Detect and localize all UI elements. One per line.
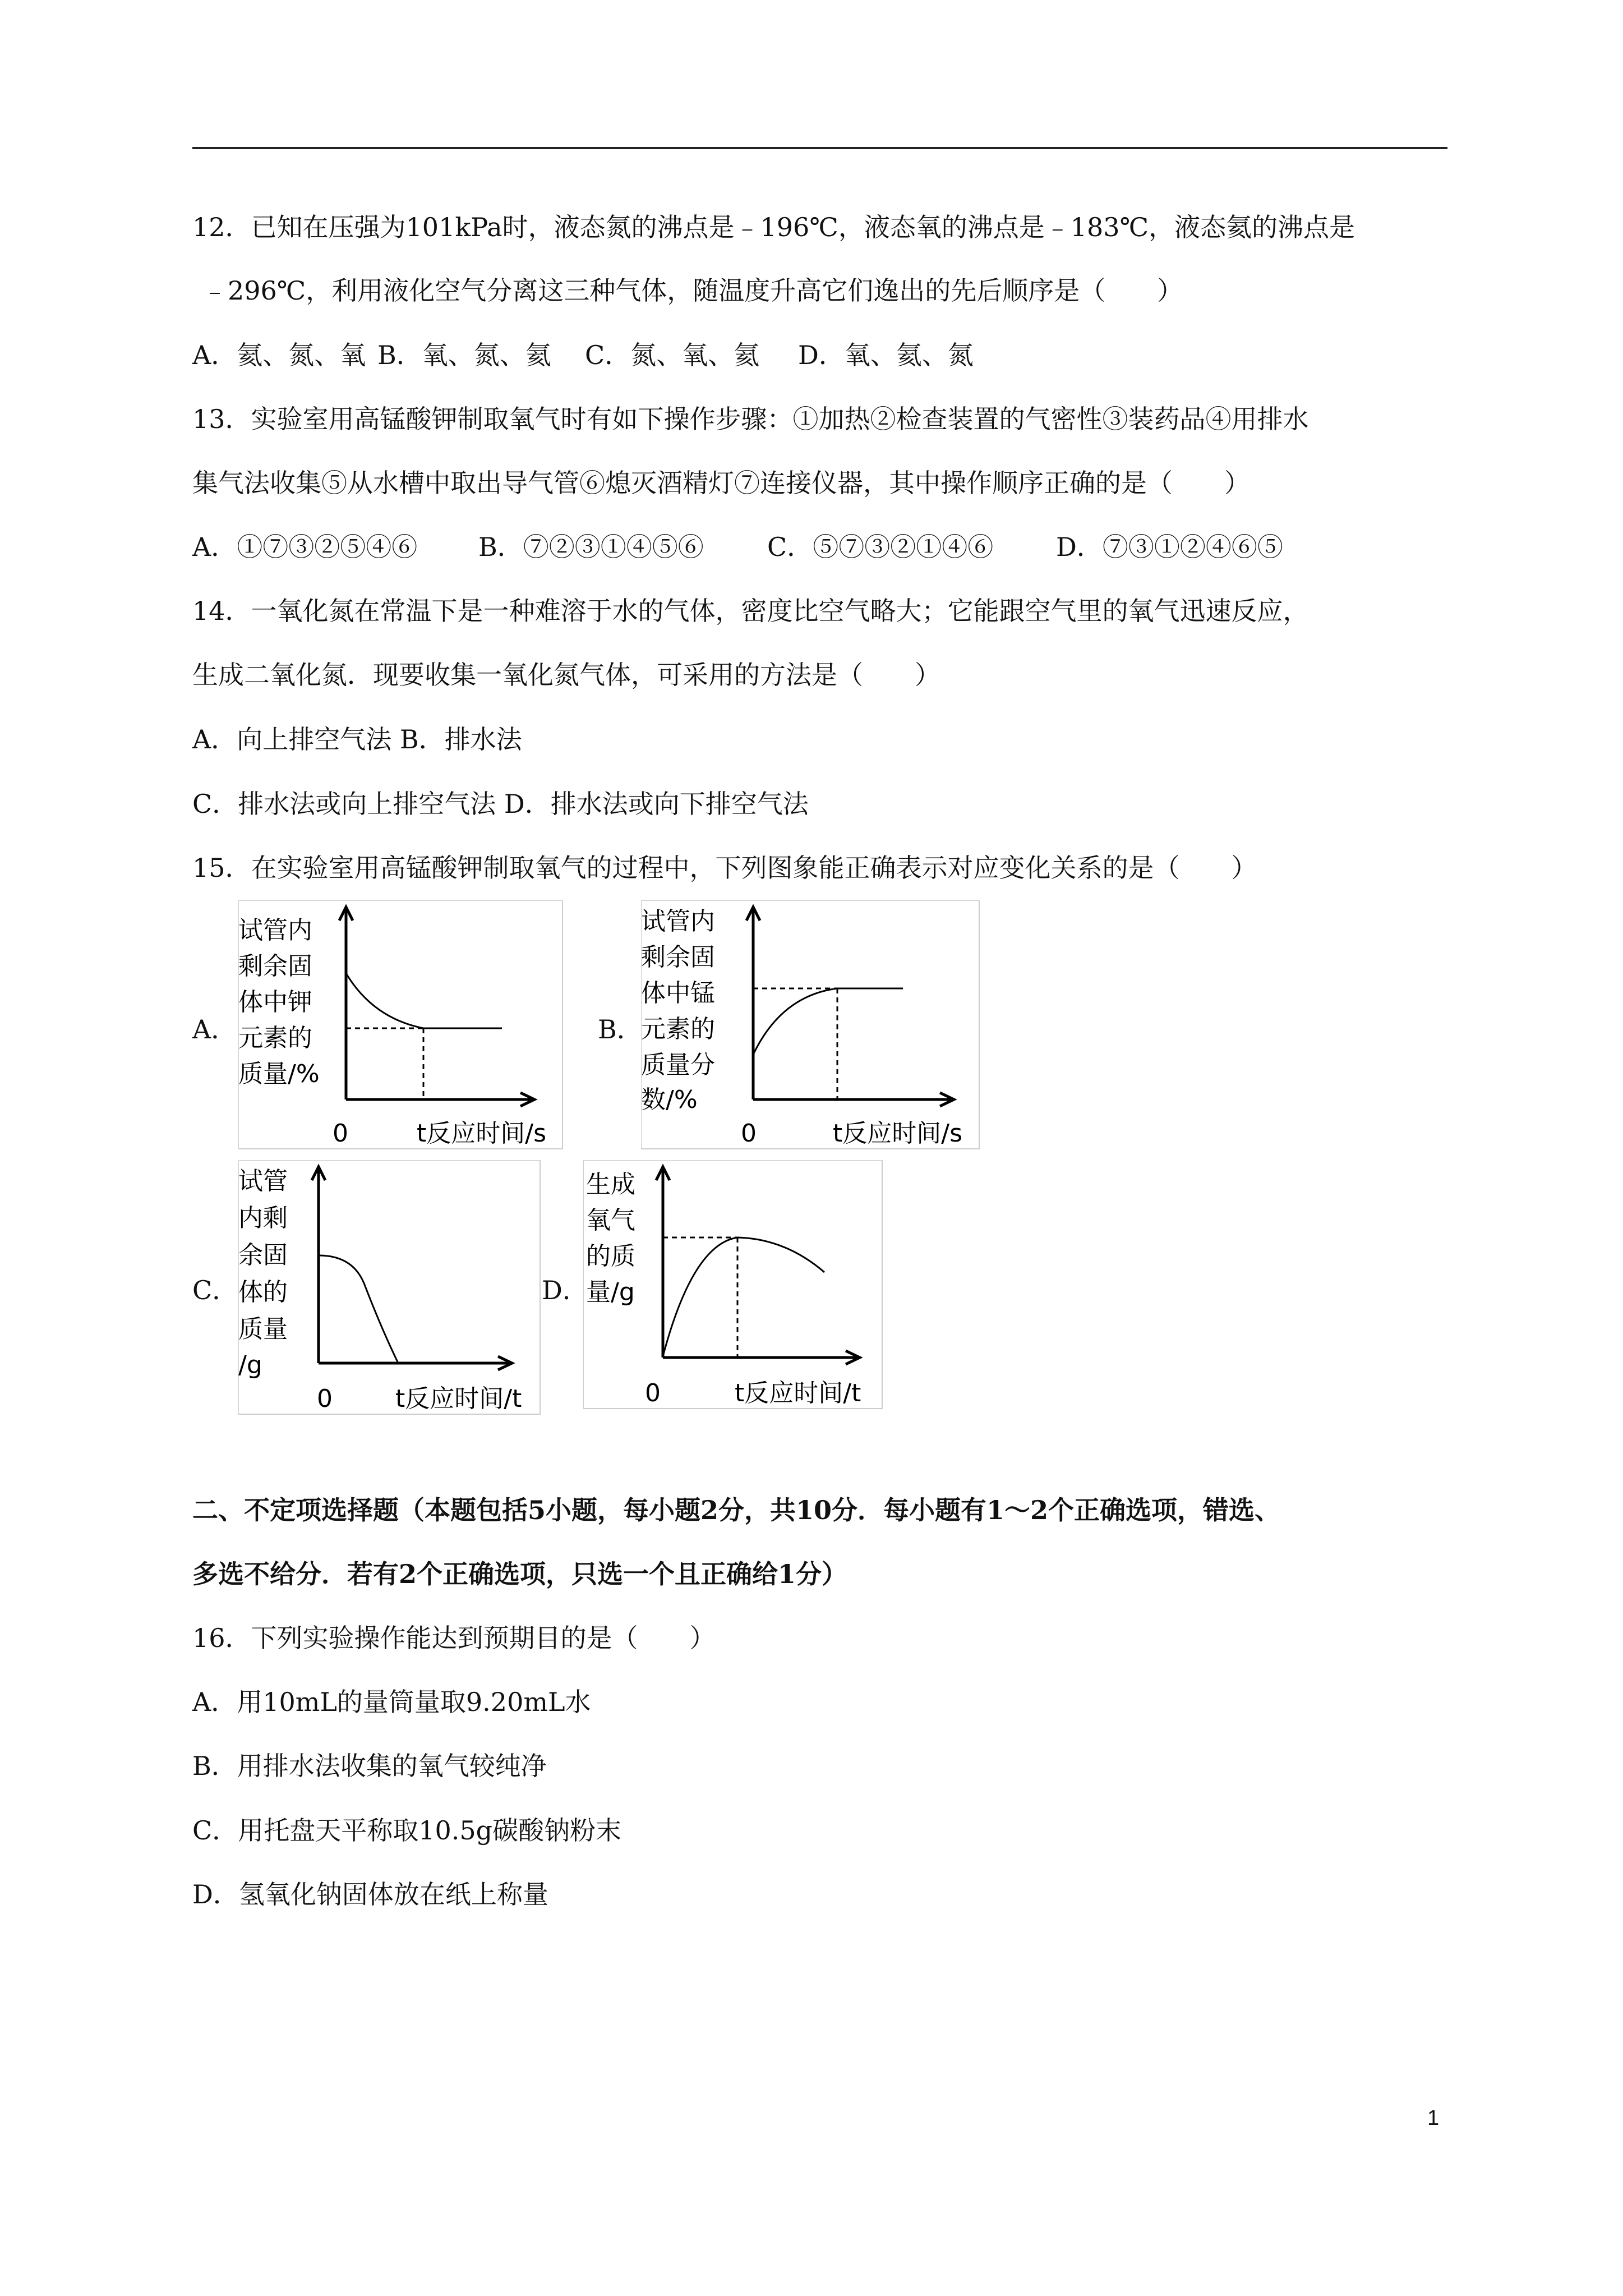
- graph-b-ylabel-2: 剩余固: [641, 943, 715, 972]
- q16-option-a: A．用10mL的量筒量取9.20mL水: [192, 1687, 591, 1717]
- graph-c-xlabel: t反应时间/t: [395, 1384, 522, 1413]
- q12-option-b: B．氧、氮、氦: [377, 340, 551, 370]
- graph-d-ylabel-3: 的质: [586, 1242, 635, 1271]
- q14-line2: 生成二氧化氮．现要收集一氧化氮气体，可采用的方法是（ ）: [192, 660, 940, 690]
- q15-line1: 15．在实验室用高锰酸钾制取氧气的过程中，下列图象能正确表示对应变化关系的是（ ）: [192, 853, 1257, 883]
- graph-c-ylabel-4: 体的: [238, 1278, 288, 1306]
- graph-b-origin: 0: [741, 1119, 757, 1148]
- graph-c-ylabel-5: 质量: [238, 1315, 288, 1343]
- graph-b-ylabel-5: 质量分: [641, 1051, 715, 1079]
- graph-b-xlabel: t反应时间/s: [833, 1119, 962, 1148]
- graph-d-label: D．: [542, 1275, 588, 1305]
- section2-line2: 多选不给分．若有2个正确选项，只选一个且正确给1分）: [192, 1559, 848, 1589]
- q16-option-d: D．氢氧化钠固体放在纸上称量: [192, 1879, 548, 1910]
- graph-a-ylabel-3: 体中钾: [238, 988, 312, 1016]
- graph-c: [238, 1160, 541, 1415]
- graph-c-curve: [319, 1255, 398, 1363]
- q13-option-c: C．⑤⑦③②①④⑥: [767, 532, 994, 562]
- graph-a-ylabel-5: 质量/%: [238, 1060, 320, 1088]
- graph-b-ylabel-6: 数/%: [641, 1085, 698, 1114]
- graph-c-ylabel-6: /g: [238, 1351, 262, 1379]
- q13-option-a: A．①⑦③②⑤④⑥: [192, 532, 418, 562]
- q12-option-d: D．氧、氦、氮: [798, 340, 974, 370]
- graph-d-axes: [656, 1167, 860, 1364]
- q13-options: [192, 530, 1283, 564]
- graph-a-label: A．: [192, 1014, 237, 1045]
- graph-a-origin: 0: [333, 1119, 348, 1148]
- q12-line2: ﹣296℃，利用液化空气分离这三种气体，随温度升高它们逸出的先后顺序是（ ）: [202, 275, 1183, 306]
- q16-option-b: B．用排水法收集的氧气较纯净: [192, 1751, 547, 1781]
- section2-line1: 二、不定项选择题（本题包括5小题，每小题2分，共10分．每小题有1～2个正确选项，错选、: [192, 1495, 1281, 1525]
- q12-options: [192, 338, 974, 372]
- q13-option-d: D．⑦③①②④⑥⑤: [1056, 532, 1283, 562]
- graph-d-origin: 0: [645, 1379, 661, 1407]
- graph-d-curve: [663, 1237, 824, 1356]
- q14-line1: 14．一氧化氮在常温下是一种难溶于水的气体，密度比空气略大；它能跟空气里的氧气迅速反应，: [192, 596, 1309, 626]
- graph-b: [641, 900, 980, 1150]
- graph-a-ylabel-1: 试管内: [238, 916, 312, 945]
- graph-a: [238, 900, 564, 1150]
- q16-stem: 16．下列实验操作能达到预期目的是（ ）: [192, 1623, 716, 1653]
- graph-d: [583, 1160, 883, 1410]
- graph-a-ylabel-4: 元素的: [238, 1024, 312, 1052]
- graph-b-ylabel-3: 体中锰: [641, 979, 715, 1007]
- q12-option-c: C．氮、氧、氦: [585, 340, 760, 370]
- graph-c-ylabel-2: 内剩: [238, 1204, 288, 1232]
- graph-b-label: B．: [598, 1014, 643, 1045]
- q13-line2: 集气法收集⑤从水槽中取出导气管⑥熄灭酒精灯⑦连接仪器，其中操作顺序正确的是（ ）: [192, 468, 1250, 498]
- q13-line1: 13．实验室用高锰酸钾制取氧气时有如下操作步骤：①加热②检查装置的气密性③装药品④用排水: [192, 404, 1309, 434]
- graph-c-ylabel-1: 试管: [238, 1167, 288, 1195]
- graph-b-ylabel-4: 元素的: [641, 1015, 715, 1043]
- graph-a-xlabel: t反应时间/s: [417, 1119, 546, 1148]
- graph-c-axes: [312, 1167, 512, 1370]
- page-number: 1: [1427, 2106, 1440, 2130]
- graph-d-ylabel-2: 氧气: [586, 1206, 635, 1235]
- graph-b-ylabel-1: 试管内: [641, 907, 715, 936]
- graph-a-axes: [339, 907, 534, 1106]
- graph-d-xlabel: t反应时间/t: [735, 1379, 861, 1407]
- q13-option-b: B．⑦②③①④⑤⑥: [478, 532, 704, 562]
- graph-a-ylabel-2: 剩余固: [238, 952, 312, 981]
- q16-option-c: C．用托盘天平称取10.5g碳酸钠粉末: [192, 1815, 622, 1846]
- graph-c-origin: 0: [317, 1384, 333, 1413]
- q12-option-a: A．氦、氮、氧: [192, 340, 366, 370]
- graph-b-axes: [746, 907, 954, 1106]
- graph-a-curve: [346, 973, 502, 1028]
- graph-c-label: C．: [192, 1275, 238, 1305]
- q12-line1: 12．已知在压强为101kPa时，液态氮的沸点是﹣196℃，液态氧的沸点是﹣183℃，液态氦的沸点是: [192, 212, 1355, 242]
- graph-d-ylabel-1: 生成: [586, 1170, 635, 1199]
- q14-option-line2: C．排水法或向上排空气法 D．排水法或向下排空气法: [192, 789, 809, 819]
- header-rule: [192, 147, 1447, 149]
- graph-d-ylabel-4: 量/g: [586, 1278, 635, 1306]
- graph-c-ylabel-3: 余固: [238, 1241, 288, 1269]
- q14-option-line1: A．向上排空气法 B．排水法: [192, 724, 522, 754]
- graph-b-curve: [753, 988, 903, 1055]
